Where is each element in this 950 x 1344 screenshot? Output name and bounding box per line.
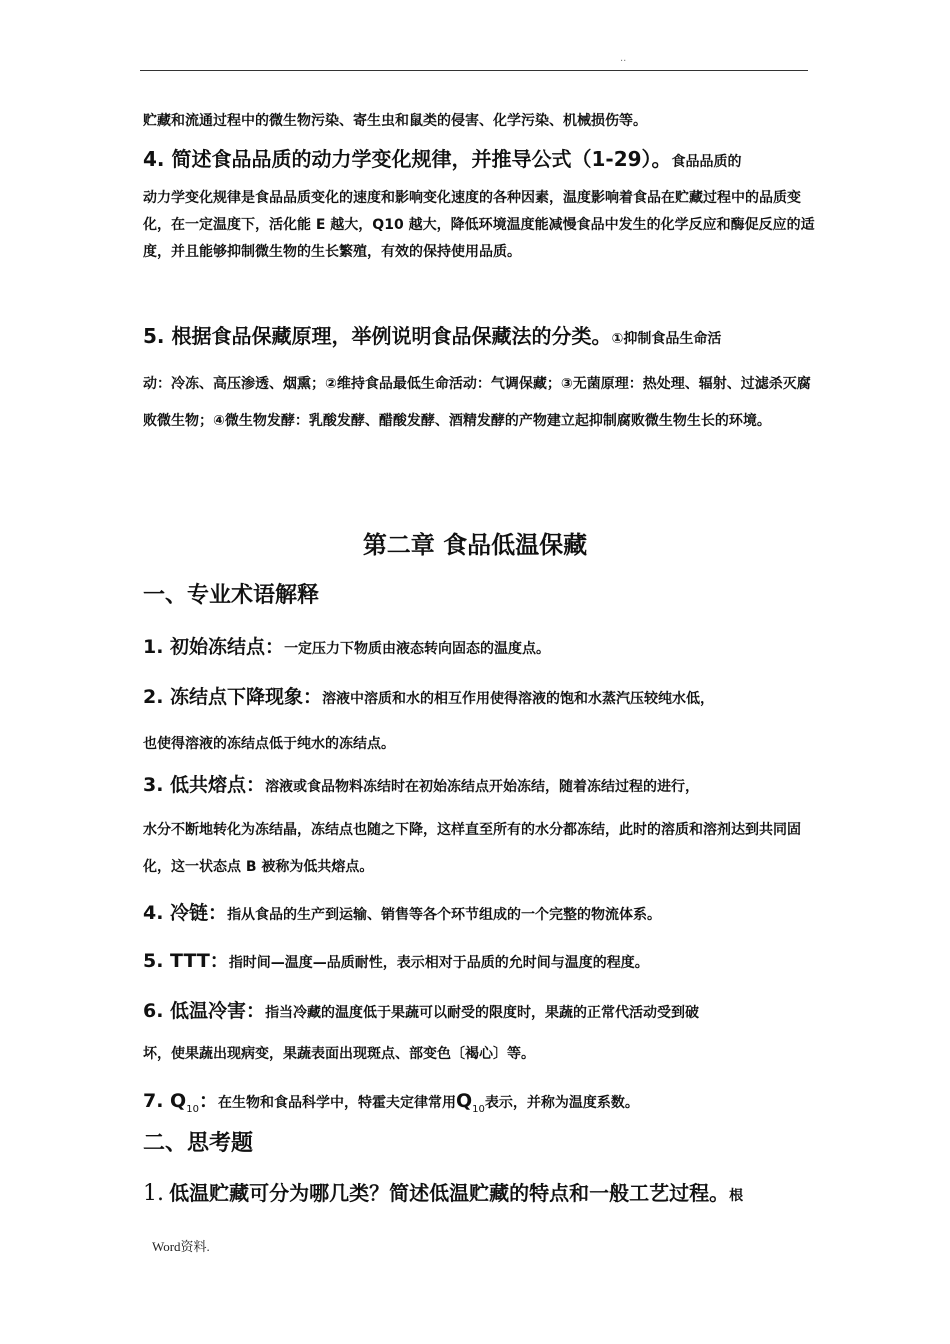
term-1 [143, 632, 818, 659]
question-4 [143, 146, 818, 176]
section-terms-title: 一、专业术语解释 [143, 583, 320, 608]
chapter-title: 第二章 食品低温保藏 [362, 531, 588, 559]
term-1-title: 1. 初始冻结点： [143, 636, 285, 658]
term-7-text-a: 在生物和食品科学中，特霍夫定律常用 [217, 1095, 456, 1111]
term-4 [143, 898, 818, 925]
term-4-text: 指从食品的生产到运输、销售等各个环节组成的一个完整的物流体系。 [227, 907, 662, 923]
question-5-answer: 动：冷冻、高压渗透、烟熏；②维持食品最低生命活动：气调保藏；③无菌原理：热处理、辐射、过滤杀灭腐败微生物；④微生物发酵：乳酸发酵、醋酸发酵、酒精发酵的产物建立起抑制腐败微生物生长的环境。 [143, 376, 811, 429]
term-2-text: 溶液中溶质和水的相互作用使得溶液的饱和水蒸汽压较纯水低， [322, 691, 715, 707]
paragraph-continuation: 贮藏和流通过程中的微生物污染、寄生虫和鼠类的侵害、化学污染、机械损伤等。 [143, 113, 647, 129]
term-4-title: 4. 冷链： [143, 902, 228, 924]
term-2 [143, 682, 818, 709]
question-4-answer: 动力学变化规律是食品品质变化的速度和影响变化速度的各种因素，温度影响着食品在贮藏过程中的品质变化，在一定温度下，活化能 E 越大，Q10 越大，降低环境温度能减慢食品中发生的化学反应和酶促反应的适度，并且能够抑制微生物的生长繁殖，有效的保持使用品质。 [143, 190, 815, 260]
term-6-text: 指当冷藏的温度低于果蔬可以耐受的限度时，果蔬的正常代活动受到破 [265, 1005, 700, 1021]
question-5 [143, 320, 818, 349]
think-question-1-tail: 根 [729, 1188, 744, 1204]
term-5-title: 5. TTT： [143, 950, 229, 972]
think-question-1-number: 1. [143, 1181, 164, 1206]
term-5-text: 指时间—温度—品质耐性，表示相对于品质的允时间与温度的程度。 [228, 955, 649, 971]
section-questions-title: 二、思考题 [143, 1131, 254, 1156]
question-5-answer-start: ①抑制食品生命活 [611, 331, 722, 347]
term-7-q-symbol: Q [455, 1090, 473, 1112]
term-5 [143, 946, 818, 973]
term-2-continued: 也使得溶液的冻结点低于纯水的冻结点。 [143, 736, 395, 752]
term-3-text: 溶液或食品物料冻结时在初始冻结点开始冻结，随着冻结过程的进行， [265, 779, 700, 795]
term-6 [143, 996, 818, 1023]
header-dots: ·· [620, 56, 627, 67]
header-rule [140, 70, 808, 71]
term-6-title: 6. 低温冷害： [143, 1000, 266, 1022]
term-1-text: 一定压力下物质由液态转向固态的温度点。 [284, 641, 551, 657]
term-7-text-b: 表示，并称为温度系数。 [484, 1095, 639, 1111]
footer-text: Word资料. [152, 1239, 210, 1254]
think-question-1-title: 低温贮藏可分为哪几类？简述低温贮藏的特点和一般工艺过程。 [169, 1181, 730, 1205]
term-6-continued: 坏，使果蔬出现病变，果蔬表面出现斑点、部变色〔褐心〕等。 [143, 1046, 535, 1062]
term-3-continued: 水分不断地转化为冻结晶，冻结点也随之下降，这样直至所有的水分都冻结，此时的溶质和溶剂达到共同固化，这一状态点 B 被称为低共熔点。 [143, 822, 801, 875]
term-7-subscript: 10 [186, 1104, 199, 1115]
question-4-answer-start: 食品品质的 [671, 154, 742, 170]
term-7-title: 7. Q [143, 1090, 187, 1112]
term-2-title: 2. 冻结点下降现象： [143, 686, 323, 708]
term-3 [143, 770, 818, 797]
think-question-1 [143, 1177, 818, 1206]
question-5-title: 5. 根据食品保藏原理，举例说明食品保藏法的分类。 [143, 324, 612, 348]
term-7-q-subscript: 10 [472, 1104, 485, 1115]
term-7 [143, 1086, 818, 1115]
question-4-title: 4. 简述食品品质的动力学变化规律，并推导公式（1-29）。 [143, 147, 672, 171]
term-3-title: 3. 低共熔点： [143, 774, 266, 796]
term-7-colon: ： [198, 1090, 218, 1112]
